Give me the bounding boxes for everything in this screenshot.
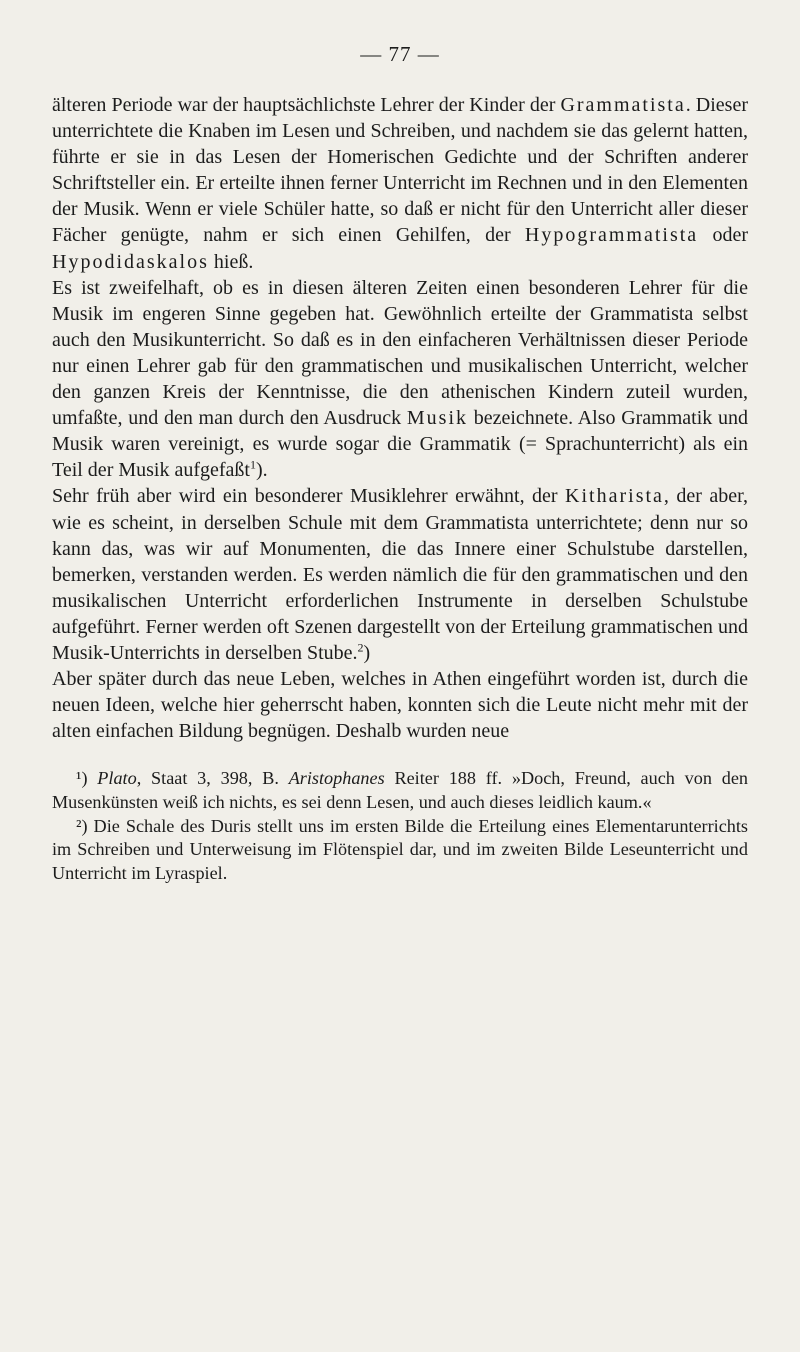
- text-segment: Sehr früh aber wird ein besonderer Musiklehrer erwähnt, der: [52, 485, 566, 508]
- text-segment: Hypogrammatista: [524, 224, 699, 247]
- text-segment: Plato: [97, 768, 137, 789]
- text-segment: ).: [255, 459, 268, 482]
- text-segment: ¹): [76, 768, 98, 789]
- text-segment: Hypodidaskalos: [52, 250, 209, 273]
- text-segment: Reiter 188 ff. »Doch, Freund, auch von den Musenkünsten weiß ich nichts, es sei denn Lesen, und auch dieses leidlich kaum.«: [52, 768, 748, 812]
- text-segment: Grammatista: [560, 94, 686, 116]
- paragraph-1: [52, 92, 748, 275]
- footnotes: [52, 767, 748, 885]
- text-segment: ²) Die Schale des Duris stellt uns im ersten Bilde die Erteilung eines Elementarunterrichts im Schreiben und Unterweisung im Flötenspiel dar, und im zweiten Bilde Leseunterricht und Unterricht im Lyraspiel.: [52, 815, 748, 883]
- text-segment: 2: [357, 640, 364, 655]
- text-segment: ): [363, 641, 371, 664]
- book-page: [52, 40, 748, 885]
- text-segment: , der aber, wie es scheint, in derselben Schule mit dem Grammatista unterrichtete; denn nur so kann das, was wir auf Monumenten, die das Innere einer Schulstube darstellen, bemerken, verstanden werden. Es werden nämlich die für den grammatischen und den musikalischen Unterricht erforderlichen Instrumente in derselben Schulstube aufgeführt. Ferner werden oft Szenen dargestellt von der Erteilung grammatischen und Musik-Unterrichts in derselben Stube.: [52, 485, 748, 664]
- text-segment: Kitharista: [565, 485, 664, 508]
- text-segment: bezeichnete. Also Grammatik und Musik waren vereinigt, es wurde sogar die Grammatik (= Sprachunterricht) als ein Teil der Musik aufgefaßt: [52, 407, 748, 482]
- main-text: [52, 92, 748, 744]
- paragraph-3: [52, 483, 748, 666]
- text-segment: Musik: [406, 407, 469, 430]
- text-segment: Aristophanes: [288, 768, 385, 789]
- text-segment: älteren Periode war der hauptsächlichste Lehrer der Kinder der: [52, 94, 561, 116]
- page-number: — 77 —: [360, 42, 440, 66]
- footnote-1: [52, 767, 748, 814]
- paragraph-4: [52, 666, 748, 744]
- text-segment: . Dieser unterrichtete die Knaben im Lesen und Schreiben, und nachdem sie das gelernt hatten, führte er sie in das Lesen der Homerischen Gedichte und der Schriften anderer Schriftsteller ein. Er erteilte ihnen ferner Unterricht im Rechnen und in den Elementen der Musik. Wenn er viele Schüler hatte, so daß er nicht für den Unterricht aller dieser Fächer genügte, nahm er sich einen Gehilfen, der: [52, 94, 748, 247]
- text-segment: hieß.: [208, 250, 254, 273]
- text-segment: 1: [249, 457, 256, 472]
- text-segment: , Staat 3, 398, B.: [136, 768, 289, 789]
- text-segment: Es ist zweifelhaft, ob es in diesen älteren Zeiten einen besonderen Lehrer für die Musik im engeren Sinne gegeben hat. Gewöhnlich erteilte der Grammatista selbst auch den Musikunterricht. So daß es in den einfacheren Verhältnissen dieser Periode nur einen Lehrer gab für den grammatischen und musikalischen Unterricht, welcher den ganzen Kreis der Kenntnisse, die den athenischen Kindern zuteil wurden, umfaßte, und den man durch den Ausdruck: [52, 276, 748, 430]
- text-segment: Aber später durch das neue Leben, welches in Athen eingeführt worden ist, durch die neuen Ideen, welche hier geherrscht haben, konnten sich die Leute nicht mehr mit der alten einfachen Bildung begnügen. Deshalb wurden neue: [52, 668, 748, 743]
- paragraph-2: [52, 275, 748, 484]
- text-segment: oder: [698, 224, 748, 247]
- footnote-2: [52, 815, 748, 886]
